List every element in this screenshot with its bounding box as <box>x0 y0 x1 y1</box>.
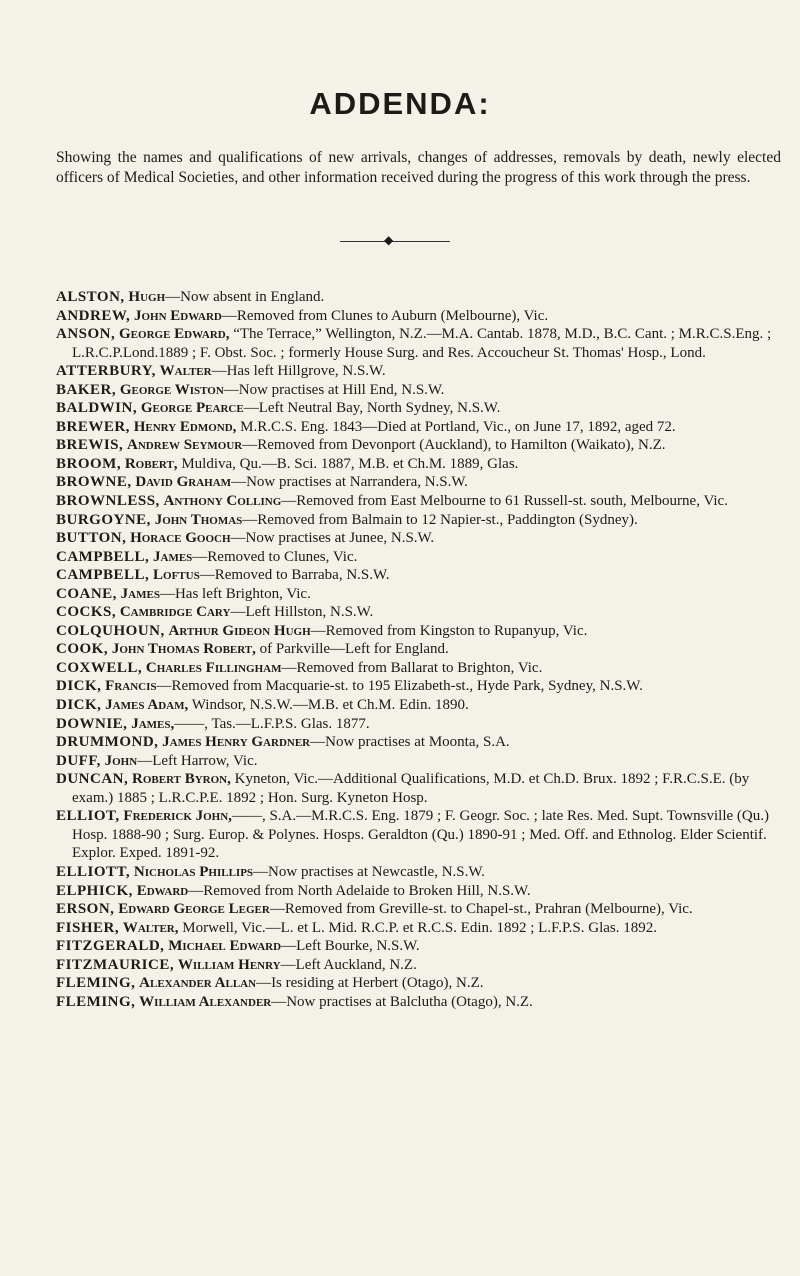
entry-surname: BALDWIN, <box>56 400 138 417</box>
entry-surname: CAMPBELL, <box>56 567 150 584</box>
directory-entry <box>56 418 784 437</box>
directory-entry <box>56 585 784 604</box>
entry-surname: DUFF, <box>56 752 101 769</box>
section-divider <box>340 241 450 242</box>
entry-given-names: Walter <box>159 363 212 380</box>
entry-surname: ELPHICK, <box>56 882 133 899</box>
directory-entry <box>56 548 784 567</box>
entry-detail: —Removed from Balmain to 12 Napier-st., Paddington (Sydney). <box>242 511 638 528</box>
directory-entry <box>56 937 784 956</box>
directory-entry <box>56 715 784 734</box>
directory-entry <box>56 603 784 622</box>
directory-entry <box>56 325 784 362</box>
entry-detail: —Removed from Clunes to Auburn (Melbourne), Vic. <box>221 307 549 324</box>
entry-surname: COCKS, <box>56 604 117 621</box>
entry-detail: —Removed from North Adelaide to Broken Hill, N.S.W. <box>188 882 531 899</box>
entry-detail: —Removed from East Melbourne to 61 Russell-st. south, Melbourne, Vic. <box>281 493 728 510</box>
entry-given-names: Hugh <box>128 289 166 305</box>
entry-detail: Muldiva, Qu.—B. Sci. 1887, M.B. et Ch.M. 1889, Glas. <box>177 455 519 472</box>
entry-given-names: William Alexander <box>139 993 272 1010</box>
entry-detail: ——, Tas.—L.F.P.S. Glas. 1877. <box>174 715 370 732</box>
directory-entry <box>56 900 784 919</box>
directory-entry <box>56 622 784 641</box>
entry-surname: DRUMMOND, <box>56 734 159 751</box>
entry-given-names: William Henry <box>177 956 281 973</box>
entry-surname: BUTTON, <box>56 530 127 547</box>
entry-given-names: Nicholas Phillips <box>133 863 254 880</box>
entry-given-names: James <box>120 585 160 602</box>
directory-entry <box>56 770 784 807</box>
directory-entry <box>56 974 784 993</box>
entry-detail: —Left Auckland, N.Z. <box>280 956 417 973</box>
directory-entry <box>56 566 784 585</box>
entry-surname: FLEMING, <box>56 975 136 992</box>
entry-given-names: David Graham <box>135 474 232 491</box>
entry-detail: —Now practises at Balclutha (Otago), N.Z. <box>271 993 533 1010</box>
entry-detail: —Left Hillston, N.S.W. <box>230 604 374 621</box>
entry-detail: —Now absent in England. <box>165 289 325 305</box>
directory-entry <box>56 659 784 678</box>
entry-given-names: James Henry Gardner <box>162 734 311 751</box>
directory-entry <box>56 492 784 511</box>
directory-entry <box>56 399 784 418</box>
directory-entry <box>56 807 784 863</box>
directory-entry <box>56 381 784 400</box>
entry-detail: Windsor, N.S.W.—M.B. et Ch.M. Edin. 1890. <box>188 697 469 714</box>
entry-surname: BAKER, <box>56 381 117 398</box>
entry-detail: ——, S.A.—M.R.C.S. Eng. 1879 ; F. Geogr. Soc. ; late Res. Med. Supt. Townsville (Qu.) Hosp. 1888-90 ; Surg. Europ. & Polynes. Hosps. Geraldton (Qu.) 1890-91 ; Med. Off. and Ethnolog. Elder Scientif. Explor. Exped. 1891-92. <box>72 808 770 862</box>
entry-surname: FISHER, <box>56 919 120 936</box>
directory-entry <box>56 288 784 307</box>
entry-surname: ELLIOTT, <box>56 863 131 880</box>
directory-entry <box>56 640 784 659</box>
directory-entry <box>56 696 784 715</box>
entry-surname: DOWNIE, <box>56 715 128 732</box>
entry-surname: ELLIOT, <box>56 808 120 825</box>
directory-entry <box>56 882 784 901</box>
entry-surname: FITZMAURICE, <box>56 956 175 973</box>
directory-entry <box>56 677 784 696</box>
entry-surname: ALSTON, <box>56 289 125 305</box>
entry-given-names: Andrew Seymour <box>127 437 243 454</box>
entry-detail: —Now practises at Hill End, N.S.W. <box>223 381 445 398</box>
directory-entry <box>56 473 784 492</box>
entry-surname: COANE, <box>56 585 117 602</box>
directory-entry <box>56 362 784 381</box>
entry-given-names: Loftus <box>153 567 200 584</box>
entry-given-names: John Edward <box>133 307 222 324</box>
entry-given-names: Cambridge Cary <box>119 604 231 621</box>
entry-given-names: Edward <box>136 882 189 899</box>
entry-detail: —Has left Hillgrove, N.S.W. <box>211 363 386 380</box>
entry-given-names: John <box>104 752 138 769</box>
entry-given-names: James <box>153 548 193 565</box>
entry-surname: COLQUHOUN, <box>56 622 165 639</box>
entry-given-names: George Pearce <box>140 400 244 417</box>
entry-detail: —Now practises at Narrandera, N.S.W. <box>231 474 468 491</box>
entry-detail: Kyneton, Vic.—Additional Qualifications, M.D. et Ch.D. Brux. 1892 ; F.R.C.S.E. (by exam.) 1885 ; L.R.C.P.E. 1892 ; Hon. Surg. Kyneton Hosp. <box>72 771 750 806</box>
entry-surname: BURGOYNE, <box>56 511 151 528</box>
entry-given-names: Charles Fillingham <box>145 659 282 676</box>
directory-entry <box>56 511 784 530</box>
entry-detail: —Removed from Kingston to Rupanyup, Vic. <box>310 622 588 639</box>
entry-detail: —Removed from Greville-st. to Chapel-st., Prahran (Melbourne), Vic. <box>269 901 693 918</box>
directory-entry <box>56 956 784 975</box>
entry-surname: ATTERBURY, <box>56 363 156 380</box>
entry-given-names: Anthony Colling <box>163 493 282 510</box>
directory-entry <box>56 919 784 938</box>
entry-surname: ANDREW, <box>56 307 131 324</box>
entry-given-names: George Wiston <box>119 381 224 398</box>
entry-detail: —Left Bourke, N.S.W. <box>281 938 420 955</box>
entry-given-names: Alexander Allan <box>139 975 257 992</box>
entry-given-names: Michael Edward <box>168 938 282 955</box>
entry-surname: FLEMING, <box>56 993 136 1010</box>
entry-detail: —Removed from Macquarie-st. to 195 Elizabeth-st., Hyde Park, Sydney, N.S.W. <box>156 678 643 695</box>
entry-detail: —Left Neutral Bay, North Sydney, N.S.W. <box>243 400 501 417</box>
entry-surname: BROOM, <box>56 455 122 472</box>
entry-given-names: George Edward, <box>119 326 230 343</box>
entry-detail: —Removed to Barraba, N.S.W. <box>199 567 390 584</box>
directory-entry <box>56 993 784 1012</box>
entry-surname: DUNCAN, <box>56 771 129 788</box>
directory-entry <box>56 863 784 882</box>
directory-entry <box>56 529 784 548</box>
entry-surname: BREWER, <box>56 418 130 435</box>
entry-surname: DICK, <box>56 697 102 714</box>
entry-given-names: Edward George Leger <box>118 901 270 918</box>
entry-surname: ERSON, <box>56 901 115 918</box>
entry-detail: —Left Harrow, Vic. <box>137 752 258 769</box>
entry-surname: COXWELL, <box>56 659 143 676</box>
entry-given-names: Francis <box>105 678 157 695</box>
entry-surname: DICK, <box>56 678 102 695</box>
entry-detail: —Now practises at Junee, N.S.W. <box>230 530 435 547</box>
entry-given-names: John Thomas <box>154 511 243 528</box>
entry-list <box>56 288 784 1011</box>
entry-surname: BREWIS, <box>56 437 124 454</box>
directory-entry <box>56 752 784 771</box>
entry-detail: —Is residing at Herbert (Otago), N.Z. <box>256 975 484 992</box>
entry-surname: ANSON, <box>56 326 116 343</box>
page-heading: ADDENDA: <box>309 86 491 121</box>
intro-paragraph: Showing the names and qualifications of new arrivals, changes of addresses, removals by death, newly elected officers of Medical Societies, and other information received during the progress of this work through the press. <box>56 149 781 186</box>
entry-detail: —Removed to Clunes, Vic. <box>192 548 358 565</box>
directory-entry <box>56 307 784 326</box>
entry-surname: COOK, <box>56 641 109 658</box>
entry-detail: of Parkville—Left for England. <box>255 641 449 658</box>
entry-detail: —Removed from Devonport (Auckland), to Hamilton (Waikato), N.Z. <box>242 437 666 454</box>
directory-entry <box>56 733 784 752</box>
entry-detail: —Now practises at Newcastle, N.S.W. <box>253 863 485 880</box>
entry-detail: —Now practises at Moonta, S.A. <box>310 734 510 751</box>
entry-given-names: Arthur Gideon Hugh <box>168 622 311 639</box>
diamond-ornament-icon: ◆ <box>384 233 394 247</box>
entry-given-names: James Adam, <box>105 697 189 714</box>
entry-detail: —Removed from Ballarat to Brighton, Vic. <box>281 659 543 676</box>
directory-entry <box>56 436 784 455</box>
entry-given-names: Henry Edmond, <box>133 418 237 435</box>
entry-given-names: Walter, <box>122 919 179 936</box>
entry-detail: —Has left Brighton, Vic. <box>159 585 311 602</box>
entry-surname: BROWNLESS, <box>56 493 160 510</box>
directory-entry <box>56 455 784 474</box>
entry-given-names: Frederick John, <box>123 808 232 825</box>
entry-surname: FITZGERALD, <box>56 938 165 955</box>
entry-detail: M.R.C.S. Eng. 1843—Died at Portland, Vic., on June 17, 1892, aged 72. <box>236 418 676 435</box>
entry-given-names: Robert, <box>124 455 178 472</box>
entry-given-names: James, <box>131 715 175 732</box>
entry-surname: CAMPBELL, <box>56 548 150 565</box>
entry-given-names: John Thomas Robert, <box>111 641 256 658</box>
entry-given-names: Horace Gooch <box>130 530 231 547</box>
entry-detail: “The Terrace,” Wellington, N.Z.—M.A. Cantab. 1878, M.D., B.C. Cant. ; M.R.C.S.Eng. ; L.R.C.P.Lond.1889 ; F. Obst. Soc. ; formerly House Surg. and Res. Accoucheur St. Thomas' Hosp., Lond. <box>72 326 772 361</box>
entry-given-names: Robert Byron, <box>132 771 231 788</box>
entry-detail: Morwell, Vic.—L. et L. Mid. R.C.P. et R.C.S. Edin. 1892 ; L.F.P.S. Glas. 1892. <box>178 919 657 936</box>
entry-surname: BROWNE, <box>56 474 132 491</box>
